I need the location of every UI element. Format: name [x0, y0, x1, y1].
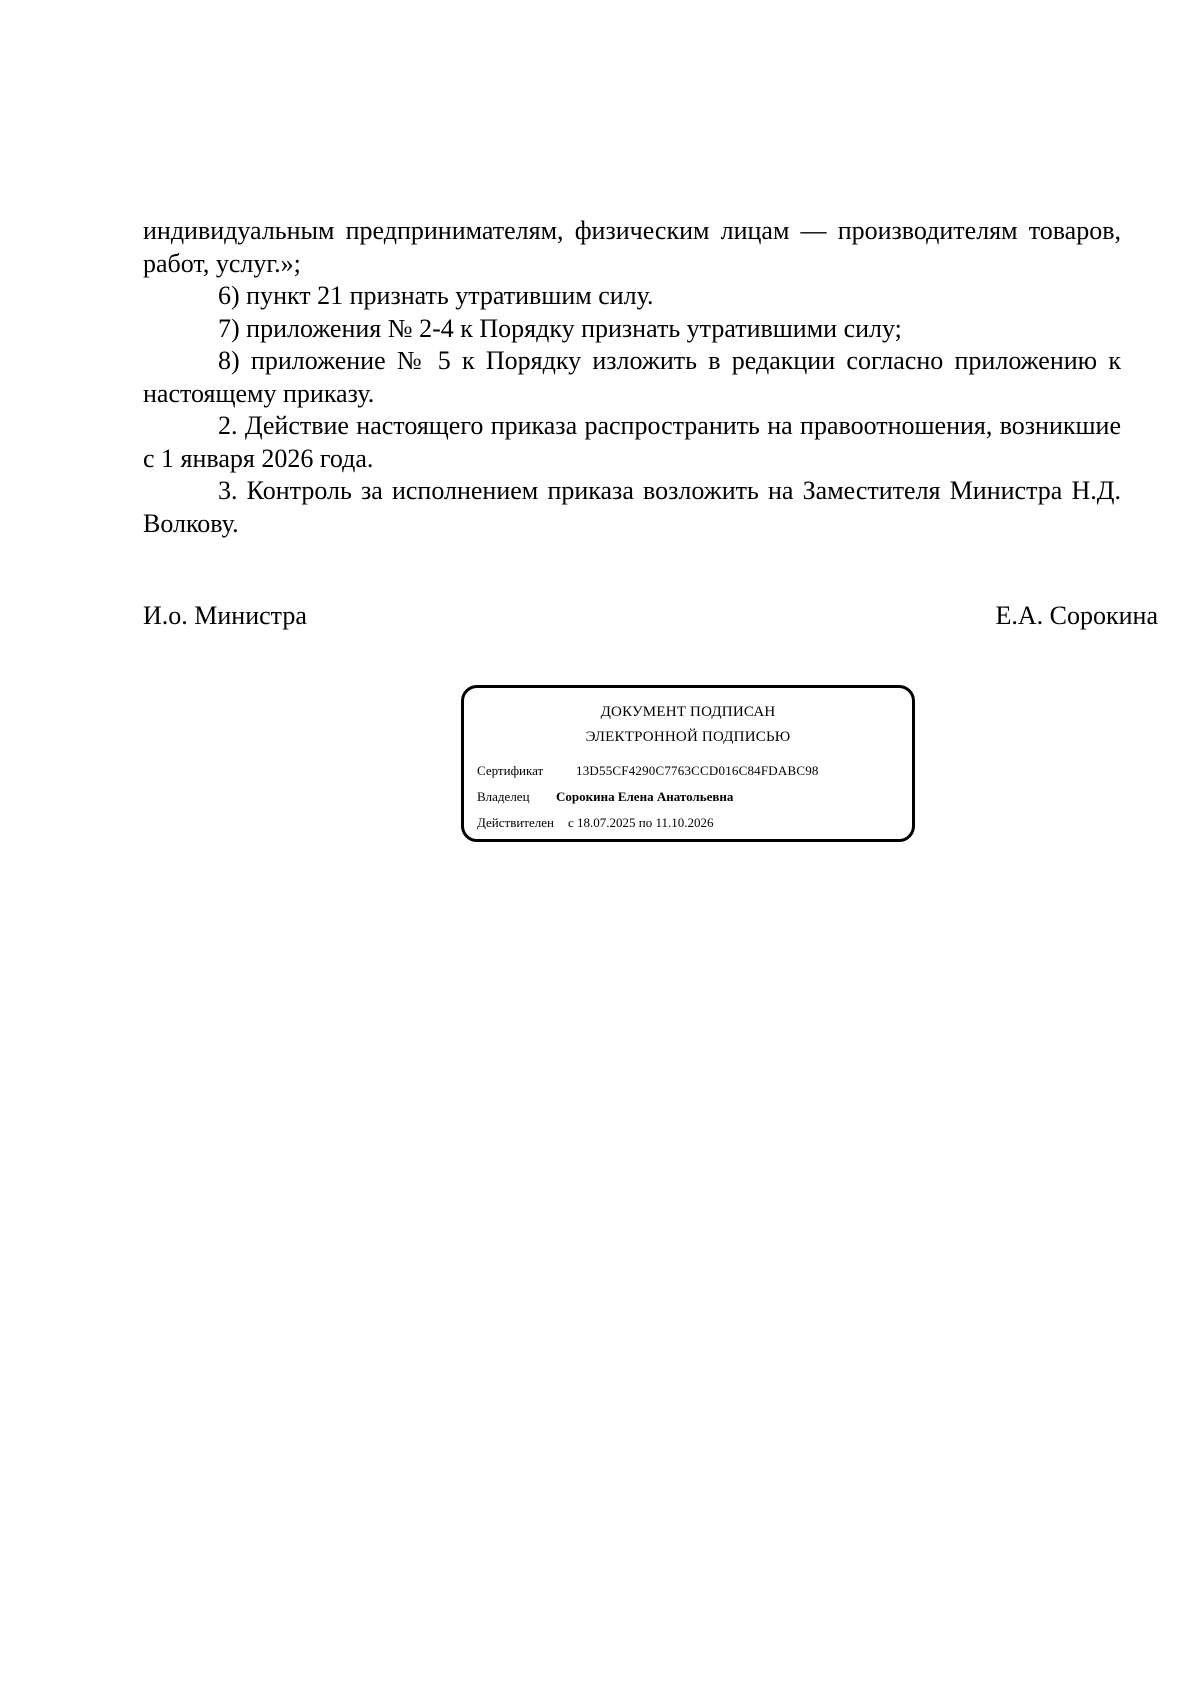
validity-label: Действителен [477, 815, 554, 830]
owner-label: Владелец [477, 789, 530, 804]
paragraph-clause-3: 3. Контроль за исполнением приказа возложить на Заместителя Министра Н.Д. Волкову. [143, 476, 1121, 538]
paragraph-item-7: 7) приложения № 2-4 к Порядку признать утратившими силу; [218, 313, 902, 343]
validity-value: с 18.07.2025 по 11.10.2026 [568, 815, 714, 830]
certificate-value: 13D55CF4290C7763CCD016C84FDABC98 [576, 763, 819, 778]
stamp-certificate-line [477, 763, 819, 779]
paragraph-clause-2: 2. Действие настоящего приказа распространить на правоотношения, возникшие с 1 января 2026 года. [143, 411, 1121, 473]
paragraph-item-6: 6) пункт 21 признать утратившим силу. [218, 281, 654, 310]
paragraph-item-8: 8) приложение № 5 к Порядку изложить в редакции согласно приложению к настоящему приказу. [143, 346, 1121, 408]
stamp-owner-line [477, 789, 734, 805]
owner-value: Сорокина Елена Анатольевна [556, 789, 734, 804]
stamp-validity-line [477, 815, 714, 831]
certificate-label: Сертификат [477, 763, 544, 778]
stamp-heading-line-1: ДОКУМЕНТ ПОДПИСАН [600, 704, 776, 720]
stamp-heading [464, 700, 912, 750]
signatory-title: И.о. Министра [143, 601, 307, 630]
stamp-heading-line-2: ЭЛЕКТРОННОЙ ПОДПИСЬЮ [585, 729, 791, 745]
signatory-name: Е.А. Сорокина [995, 601, 1158, 630]
paragraph-continuation: индивидуальным предпринимателям, физическим лицам — производителям товаров, работ, услуг.»; [143, 216, 1121, 278]
document-body [143, 215, 1121, 540]
signature-row [143, 600, 1158, 632]
electronic-signature-stamp [461, 685, 915, 842]
